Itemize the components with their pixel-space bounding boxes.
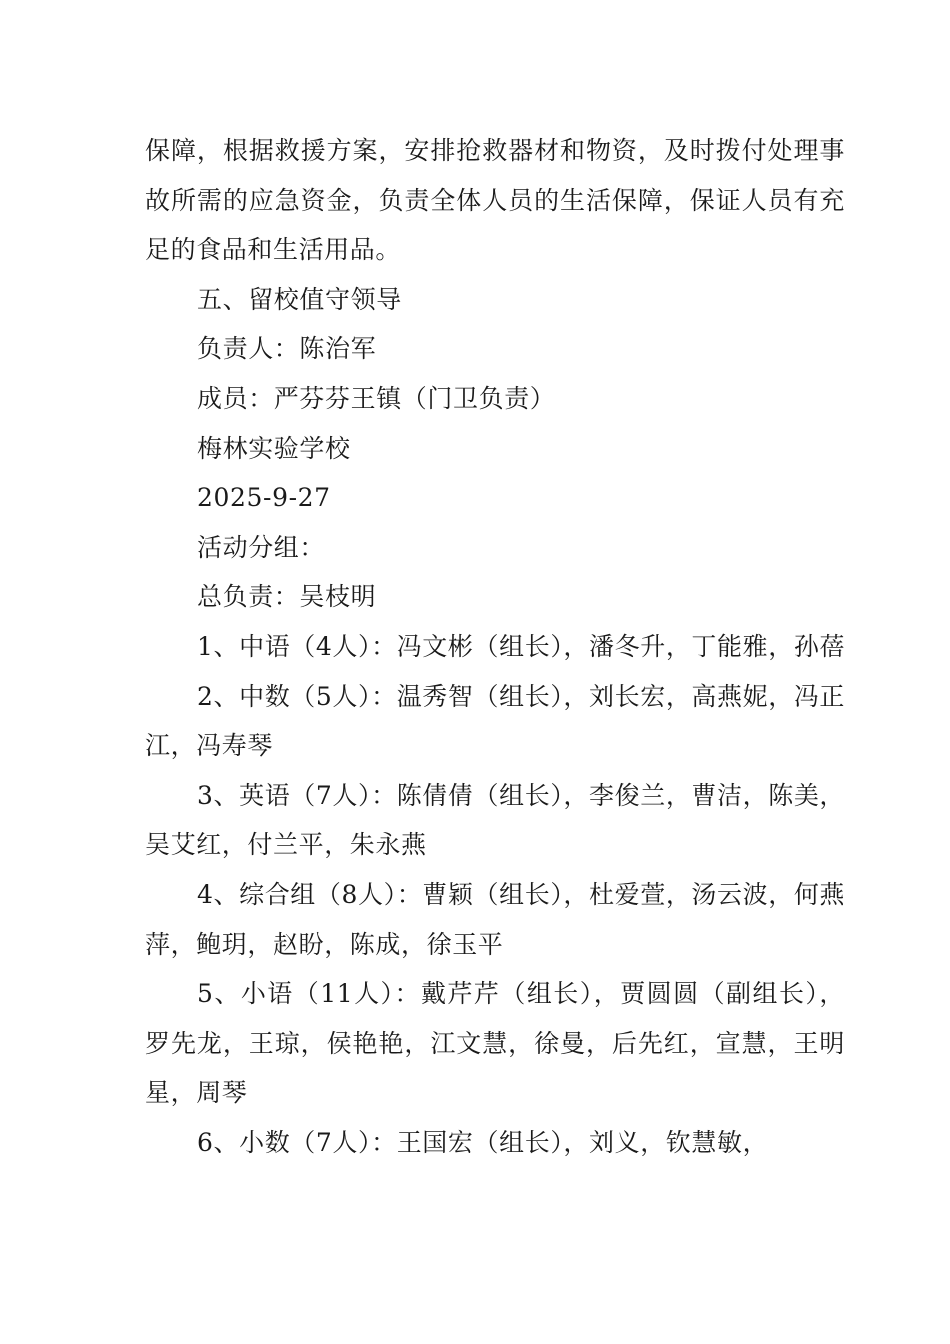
document-body xyxy=(145,126,845,1167)
list-item-group-2: 2、中数（5人）：温秀智（组长），刘长宏，高燕妮，冯正江，冯寿琴 xyxy=(145,681,846,761)
section-heading-on-duty-leaders: 五、留校值守领导 xyxy=(197,284,402,314)
paragraph-person-in-charge: 负责人：陈治军 xyxy=(197,334,377,364)
list-item-group-1: 1、中语（4人）：冯文彬（组长），潘冬升，丁能雅，孙蓓 xyxy=(197,631,846,661)
list-item-group-5: 5、小语（11人）：戴芹芹（组长），贾圆圆（副组长），罗先龙，王琼，侯艳艳，江文慧，徐曼，后先红，宣慧，王明星，周琴 xyxy=(145,979,845,1108)
list-item-group-3: 3、英语（7人）：陈倩倩（组长），李俊兰，曹洁，陈美，吴艾红，付兰平，朱永燕 xyxy=(145,780,846,860)
paragraph-general-lead: 总负责：吴枝明 xyxy=(197,582,377,612)
paragraph-members: 成员：严芬芬王镇（门卫负责） xyxy=(197,383,556,413)
paragraph-activity-groups-heading: 活动分组： xyxy=(197,532,326,562)
list-item-group-6: 6、小数（7人）：王国宏（组长），刘义，钦慧敏， xyxy=(197,1127,769,1157)
paragraph-school-name: 梅林实验学校 xyxy=(197,433,351,463)
paragraph-date: 2025-9-27 xyxy=(197,483,331,513)
list-item-group-4: 4、综合组（8人）：曹颖（组长），杜爱萱，汤云波，何燕萍，鲍玥，赵盼，陈成，徐玉平 xyxy=(145,879,846,959)
paragraph-logistics-continued: 保障，根据救援方案，安排抢救器材和物资，及时拨付处理事故所需的应急资金，负责全体人员的生活保障，保证人员有充足的食品和生活用品。 xyxy=(145,136,845,265)
